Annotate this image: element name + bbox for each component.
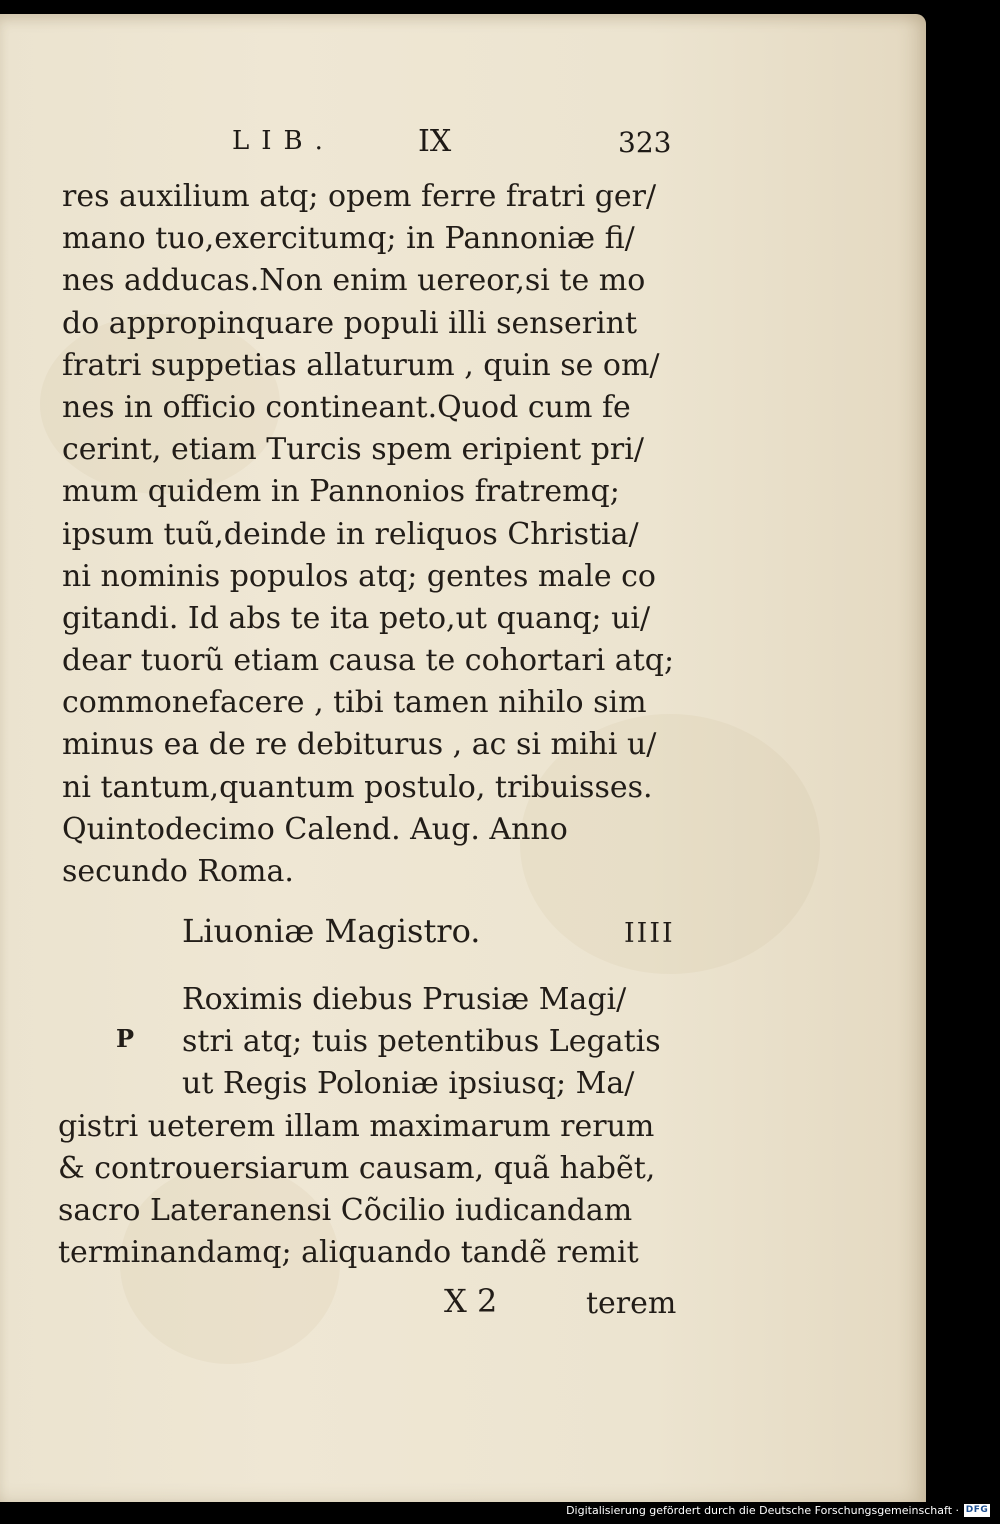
text-line: stri atq; tuis petentibus Legatis [182,1024,661,1060]
body-text [62,176,692,893]
text-line: & controuersiarum causam, quã habẽt, [58,1150,656,1186]
letter-heading: Liuoniæ Magistro. [182,912,481,950]
text-line: ni nominis populos atq; gentes male co [62,558,656,594]
running-head-book-label: LIB. [232,126,335,156]
text-line: fratri suppetias allaturum , quin se om/ [62,347,660,383]
catchword: terem [586,1286,677,1321]
running-head-book-number: IX [418,124,452,159]
text-line: do appropinquare populi illi senserint [62,305,638,341]
dfg-logo-icon: DFG [965,1505,989,1515]
text-line: sacro Lateranensi Cõcilio iudicandam [58,1192,633,1228]
digitization-footer [566,1502,990,1518]
text-line: secundo Roma. [62,854,294,889]
text-line: nes in officio contineant.Quod cum fe [62,389,631,425]
signature-mark: X 2 [444,1282,498,1320]
text-line: commonefacere , tibi tamen nihilo sim [62,685,647,721]
page-number: 323 [618,126,672,159]
text-line: nes adducas.Non enim uereor,si te mo [62,263,646,299]
letter-text [58,979,698,1274]
text-line: mano tuo,exercitumq; in Pannoniæ fi/ [62,221,635,257]
footer-credit: Digitalisierung gefördert durch die Deutsche Forschungsgemeinschaft · [566,1503,959,1517]
text-line: ipsum tuũ,deinde in reliquos Christia/ [62,516,639,552]
letter-number: IIII [624,918,675,949]
text-line: gitandi. Id abs te ita peto,ut quanq; ui/ [62,600,651,636]
text-line: minus ea de re debiturus , ac si mihi u/ [62,727,657,763]
text-line: ni tantum,quantum postulo, tribuisses. [62,769,653,805]
text-line: Quintodecimo Calend. Aug. Anno [62,811,568,847]
text-line: res auxilium atq; opem ferre fratri ger/ [62,179,657,214]
text-line: Roximis diebus Prusiæ Magi/ [182,982,627,1017]
running-head [0,126,926,166]
text-line: gistri ueterem illam maximarum rerum [58,1108,655,1144]
text-line: cerint, etiam Turcis spem eripient pri/ [62,432,644,468]
text-line: ut Regis Poloniæ ipsiusq; Ma/ [182,1066,635,1102]
book-page [0,14,926,1502]
text-line: terminandamq; aliquando tandẽ remit [58,1235,639,1271]
text-line: mum quidem in Pannonios fratremq; [62,474,620,510]
drop-initial: P [116,1024,135,1053]
text-line: dear tuorũ etiam causa te cohortari atq; [62,643,675,679]
